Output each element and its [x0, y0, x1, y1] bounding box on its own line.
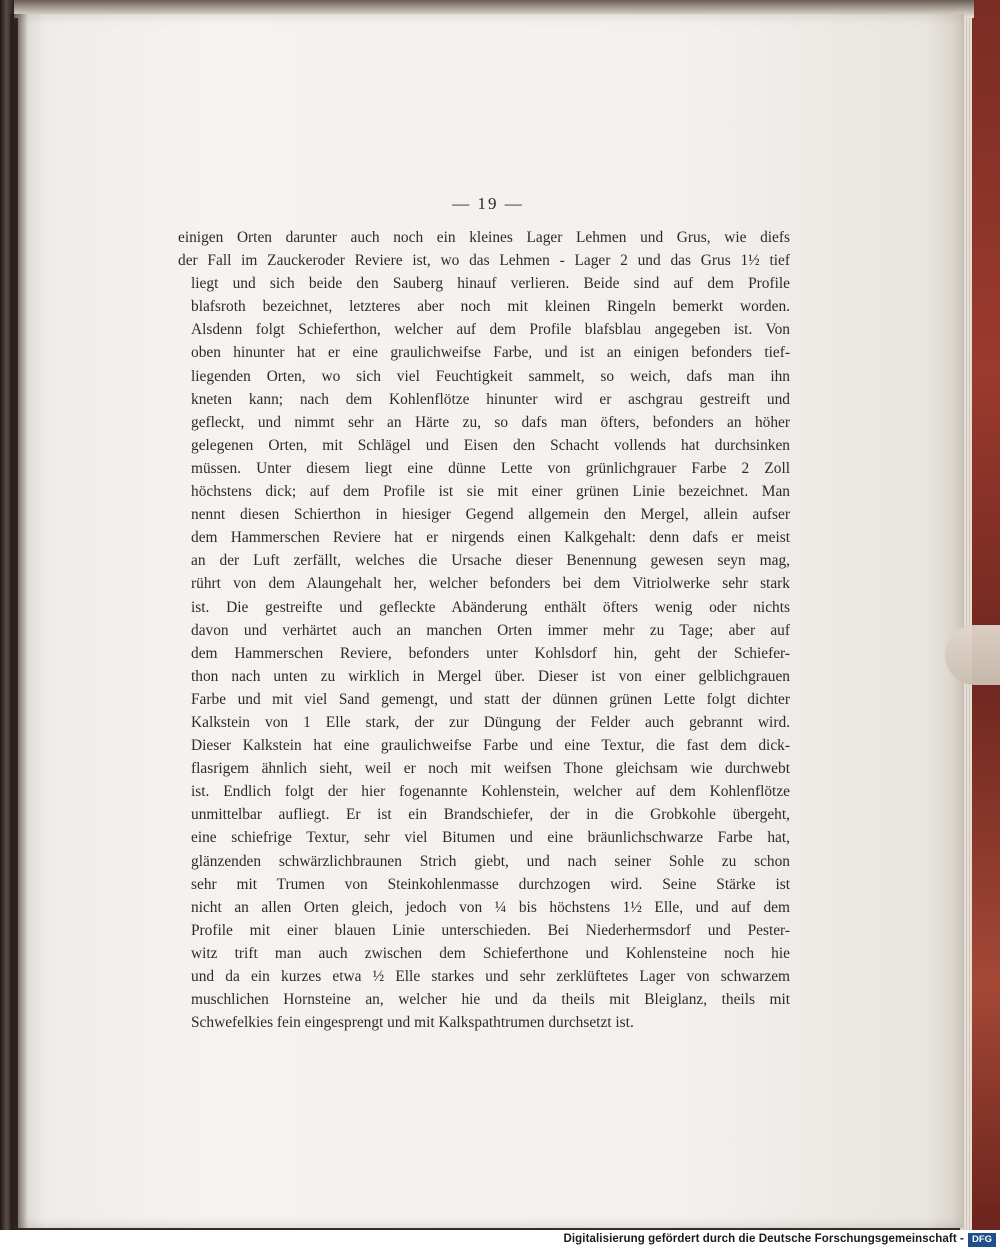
text-line: dem Hammerschen Reviere hat er nirgends einen Kalkgehalt: denn dafs er meist	[191, 529, 790, 547]
text-line: Farbe und mit viel Sand gemengt, und statt der dünnen grünen Lette folgt dichter	[191, 690, 790, 708]
text-line: flasrigem ähnlich sieht, weil er noch mit weifsen Thone gleichsam wie durchwebt	[191, 760, 790, 778]
footer-credit: Digitalisierung gefördert durch die Deutsche Forschungsgemeinschaft -	[563, 1233, 964, 1245]
text-line: liegt und sich beide den Sauberg hinauf verlieren. Beide sind auf dem Profile	[191, 275, 790, 293]
text-line: ist. Endlich folgt der hier fogenannte Kohlenstein, welcher auf dem Kohlenflötze	[191, 783, 790, 801]
bookmark-ribbon	[945, 625, 1000, 685]
text-line: Kalkstein von 1 Elle stark, der zur Düngung der Felder auch gebrannt wird.	[191, 713, 790, 731]
book-page	[18, 14, 964, 1228]
text-line: oben hinunter hat er eine graulichweifse Farbe, und ist an einigen befonders tief-	[191, 344, 790, 362]
text-line: nennt diesen Schierthon in hiesiger Gegend allgemein den Mergel, allein aufser	[191, 506, 790, 524]
text-line: ist. Die gestreifte und gefleckte Abänderung enthält öfters wenig oder nichts	[191, 598, 790, 616]
text-line: muschlichen Hornsteine an, welcher hie und da theils mit Bleiglanz, theils mit	[191, 991, 790, 1009]
text-line: an der Luft zerfällt, welches die Ursache dieser Benennung gewesen seyn mag,	[191, 552, 790, 570]
text-line: rührt von dem Alaungehalt her, welcher befonders bei dem Vitriolwerke sehr stark	[191, 575, 790, 593]
page-number: — 19 —	[452, 194, 524, 213]
text-line: dem Hammerschen Reviere, befonders unter Kohlsdorf hin, geht der Schiefer-	[191, 644, 790, 662]
text-line: einigen Orten darunter auch noch ein kleines Lager Lehmen und Grus, wie diefs	[178, 229, 790, 246]
text-line: liegenden Orten, wo sich viel Feuchtigkeit sammelt, so weich, dafs man ihn	[191, 367, 790, 385]
text-line: unmittelbar aufliegt. Er ist ein Brandschiefer, der in die Grobkohle übergeht,	[191, 806, 790, 824]
text-line: Profile mit einer blauen Linie unterschieden. Bei Niederhermsdorf und Pester-	[191, 921, 790, 939]
text-line: gelegenen Orten, mit Schlägel und Eisen den Schacht vollends hat durchsinken	[191, 436, 790, 454]
dfg-logo: DFG	[968, 1233, 996, 1247]
text-line: davon und verhärtet auch an manchen Orten immer mehr zu Tage; aber auf	[191, 621, 790, 639]
text-line: nicht an allen Orten gleich, jedoch von ¼ bis höchstens 1½ Elle, und auf dem	[191, 898, 790, 916]
text-line: gefleckt, und nimmt sehr an Härte zu, so dafs man öfters, befonders an höher	[191, 413, 790, 431]
text-line: blafsroth bezeichnet, letzteres aber noch mit kleinen Ringeln bemerkt worden.	[191, 298, 790, 316]
text-line: witz trift man auch zwischen dem Schieferthone und Kohlensteine noch hie	[191, 944, 790, 962]
text-line: Dieser Kalkstein hat eine graulichweifse Farbe und eine Textur, die fast dem dick-	[191, 737, 790, 755]
text-line: höchstens dick; auf dem Profile ist sie mit einer grünen Linie bezeichnet. Man	[191, 483, 790, 501]
text-line: thon nach unten zu wirklich in Mergel über. Dieser ist von einer gelblichgrauen	[191, 667, 790, 685]
text-line: Schwefelkies fein eingesprengt und mit Kalkspathtrumen durchsetzt ist.	[191, 1014, 634, 1032]
text-line: und da ein kurzes etwa ½ Elle starkes und sehr zerklüftetes Lager von schwarzem	[191, 968, 790, 985]
text-line: eine schiefrige Textur, sehr viel Bitumen und eine bräunlichschwarze Farbe hat,	[191, 829, 790, 847]
text-line: Alsdenn folgt Schieferthon, welcher auf dem Profile blafsblau angegeben ist. Von	[191, 321, 790, 339]
text-line: müssen. Unter diesem liegt eine dünne Lette von grünlichgrauer Farbe 2 Zoll	[191, 459, 790, 477]
body-text	[178, 226, 790, 1034]
text-line: kneten kann; nach dem Kohlenflötze hinunter wird er aschgrau gestreift und	[191, 390, 790, 408]
text-line: sehr mit Trumen von Steinkohlenmasse durchzogen wird. Seine Stärke ist	[191, 875, 790, 893]
text-line: glänzenden schwärzlichbraunen Strich giebt, und nach seiner Sohle zu schon	[191, 852, 790, 870]
text-line: der Fall im Zauckeroder Reviere ist, wo das Lehmen - Lager 2 und das Grus 1½ tief	[178, 252, 790, 270]
